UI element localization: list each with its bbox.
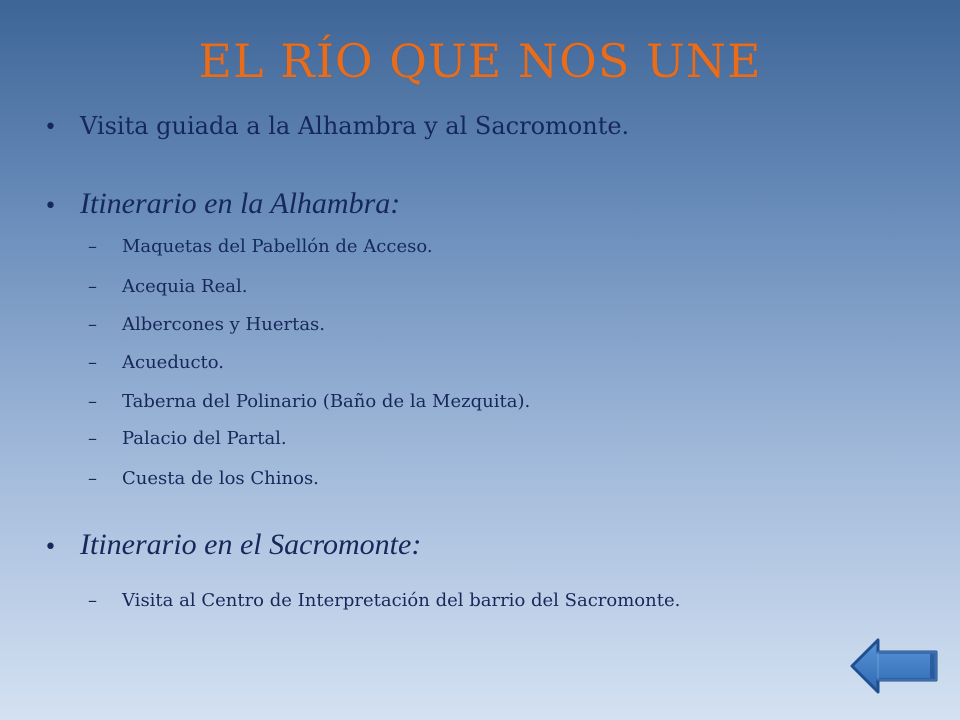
list-item-text: Cuesta de los Chinos. (122, 468, 319, 489)
list-item-text: Acequia Real. (122, 276, 248, 297)
list-item-sacromonte (88, 590, 680, 611)
bullet-dot: • (44, 535, 57, 560)
list-item-alhambra (88, 236, 433, 257)
bullet-dot: • (44, 194, 57, 219)
dash-marker: – (88, 468, 97, 489)
list-item-alhambra (88, 468, 319, 489)
bullet-itinerario-sacromonte (44, 528, 421, 562)
list-item-alhambra (88, 352, 224, 373)
list-item-alhambra (88, 428, 287, 449)
bullet-visita-guiada (44, 112, 629, 140)
bullet-heading: Itinerario en la Alhambra: (80, 187, 401, 220)
dash-marker: – (88, 276, 97, 297)
bullet-itinerario-alhambra (44, 187, 400, 221)
slide-title: EL RÍO QUE NOS UNE (198, 34, 762, 88)
list-item-text: Acueducto. (122, 352, 224, 373)
dash-marker: – (88, 428, 97, 449)
list-item-text: Maquetas del Pabellón de Acceso. (122, 236, 433, 257)
dash-marker: – (88, 314, 97, 335)
back-button[interactable] (850, 637, 938, 695)
bullet-heading: Itinerario en el Sacromonte: (80, 528, 422, 561)
list-item-alhambra (88, 391, 530, 412)
list-item-text: Albercones y Huertas. (122, 314, 326, 335)
list-item-alhambra (88, 314, 325, 335)
dash-marker: – (88, 590, 97, 611)
list-item-text: Visita al Centro de Interpretación del barrio del Sacromonte. (122, 590, 681, 611)
list-item-alhambra (88, 276, 247, 297)
left-arrow-icon (850, 637, 938, 695)
dash-marker: – (88, 391, 97, 412)
list-item-text: Palacio del Partal. (122, 428, 287, 449)
bullet-text: Visita guiada a la Alhambra y al Sacromonte. (80, 112, 630, 140)
dash-marker: – (88, 236, 97, 257)
dash-marker: – (88, 352, 97, 373)
bullet-dot: • (44, 115, 57, 140)
list-item-text: Taberna del Polinario (Baño de la Mezquita). (122, 391, 531, 412)
